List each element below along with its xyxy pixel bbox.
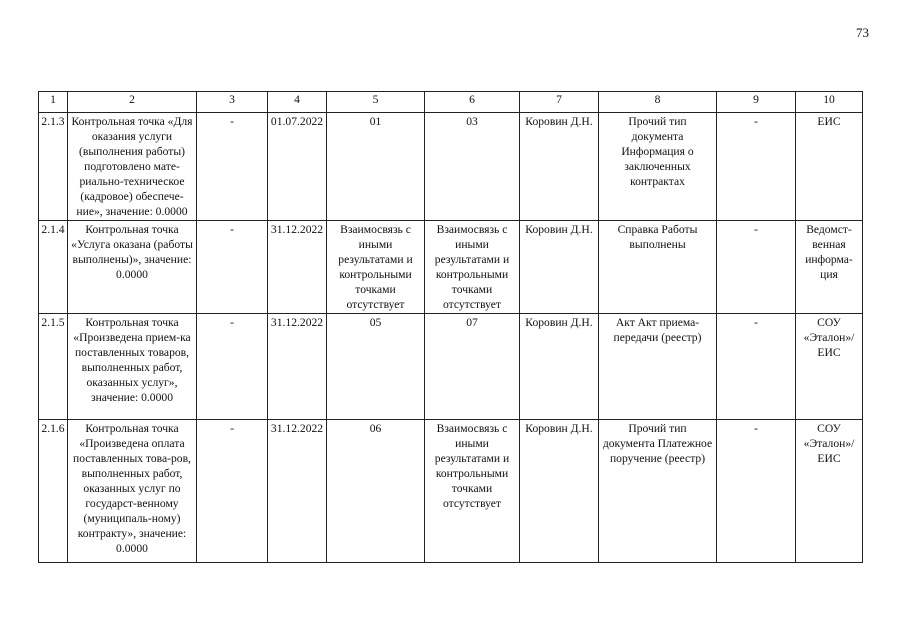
- cell-col3: -: [197, 221, 268, 314]
- cell-col5: 01: [327, 113, 425, 221]
- cell-system: ЕИС: [796, 113, 863, 221]
- control-points-table: [38, 91, 863, 563]
- column-header: 3: [197, 92, 268, 113]
- cell-col6: 07: [425, 314, 520, 420]
- table-row: [39, 420, 863, 563]
- column-header: 2: [68, 92, 197, 113]
- cell-col5: 06: [327, 420, 425, 563]
- column-header: 8: [599, 92, 717, 113]
- column-header: 1: [39, 92, 68, 113]
- cell-date: 01.07.2022: [268, 113, 327, 221]
- page-number: 73: [856, 25, 869, 40]
- cell-col5: Взаимосвязь с иными результатами и контрольными точками отсутствует: [327, 221, 425, 314]
- control-point-name: Контрольная точка «Услуга оказана (работы выполнены)», значение: 0.0000: [68, 221, 197, 314]
- column-header: 4: [268, 92, 327, 113]
- cell-date: 31.12.2022: [268, 221, 327, 314]
- cell-responsible: Коровин Д.Н.: [520, 420, 599, 563]
- cell-date: 31.12.2022: [268, 314, 327, 420]
- cell-responsible: Коровин Д.Н.: [520, 113, 599, 221]
- cell-system: Ведомст-венная информа-ция: [796, 221, 863, 314]
- control-point-name: Контрольная точка «Произведена прием-ка поставленных товаров, выполненных работ, оказанных услуг», значение: 0.0000: [68, 314, 197, 420]
- cell-system: СОУ «Эталон»/ ЕИС: [796, 314, 863, 420]
- cell-col3: -: [197, 420, 268, 563]
- cell-col6: 03: [425, 113, 520, 221]
- cell-document: Акт Акт приема-передачи (реестр): [599, 314, 717, 420]
- cell-document: Прочий тип документа Информация о заключенных контрактах: [599, 113, 717, 221]
- column-header: 6: [425, 92, 520, 113]
- table-row: [39, 221, 863, 314]
- cell-col6: Взаимосвязь с иными результатами и контрольными точками отсутствует: [425, 420, 520, 563]
- column-header: 10: [796, 92, 863, 113]
- column-header: 5: [327, 92, 425, 113]
- cell-document: Прочий тип документа Платежное поручение (реестр): [599, 420, 717, 563]
- row-number: 2.1.6: [39, 420, 68, 563]
- cell-col9: -: [717, 221, 796, 314]
- cell-responsible: Коровин Д.Н.: [520, 221, 599, 314]
- cell-col9: -: [717, 314, 796, 420]
- row-number: 2.1.3: [39, 113, 68, 221]
- cell-col9: -: [717, 420, 796, 563]
- control-point-name: Контрольная точка «Произведена оплата поставленных това-ров, выполненных работ, оказанных услуг по государст-венному (муниципаль-ному) контракту», значение: 0.0000: [68, 420, 197, 563]
- table-row: [39, 113, 863, 221]
- cell-date: 31.12.2022: [268, 420, 327, 563]
- column-header: 9: [717, 92, 796, 113]
- table-row: [39, 314, 863, 420]
- cell-col5: 05: [327, 314, 425, 420]
- cell-col6: Взаимосвязь с иными результатами и контрольными точками отсутствует: [425, 221, 520, 314]
- cell-document: Справка Работы выполнены: [599, 221, 717, 314]
- row-number: 2.1.5: [39, 314, 68, 420]
- cell-col9: -: [717, 113, 796, 221]
- cell-responsible: Коровин Д.Н.: [520, 314, 599, 420]
- column-number-row: [39, 92, 863, 113]
- row-number: 2.1.4: [39, 221, 68, 314]
- cell-system: СОУ «Эталон»/ ЕИС: [796, 420, 863, 563]
- cell-col3: -: [197, 113, 268, 221]
- cell-col3: -: [197, 314, 268, 420]
- control-point-name: Контрольная точка «Для оказания услуги (выполнения работы) подготовлено мате-риально-техническое (кадровое) обеспече-ние», значение: 0.0000: [68, 113, 197, 221]
- column-header: 7: [520, 92, 599, 113]
